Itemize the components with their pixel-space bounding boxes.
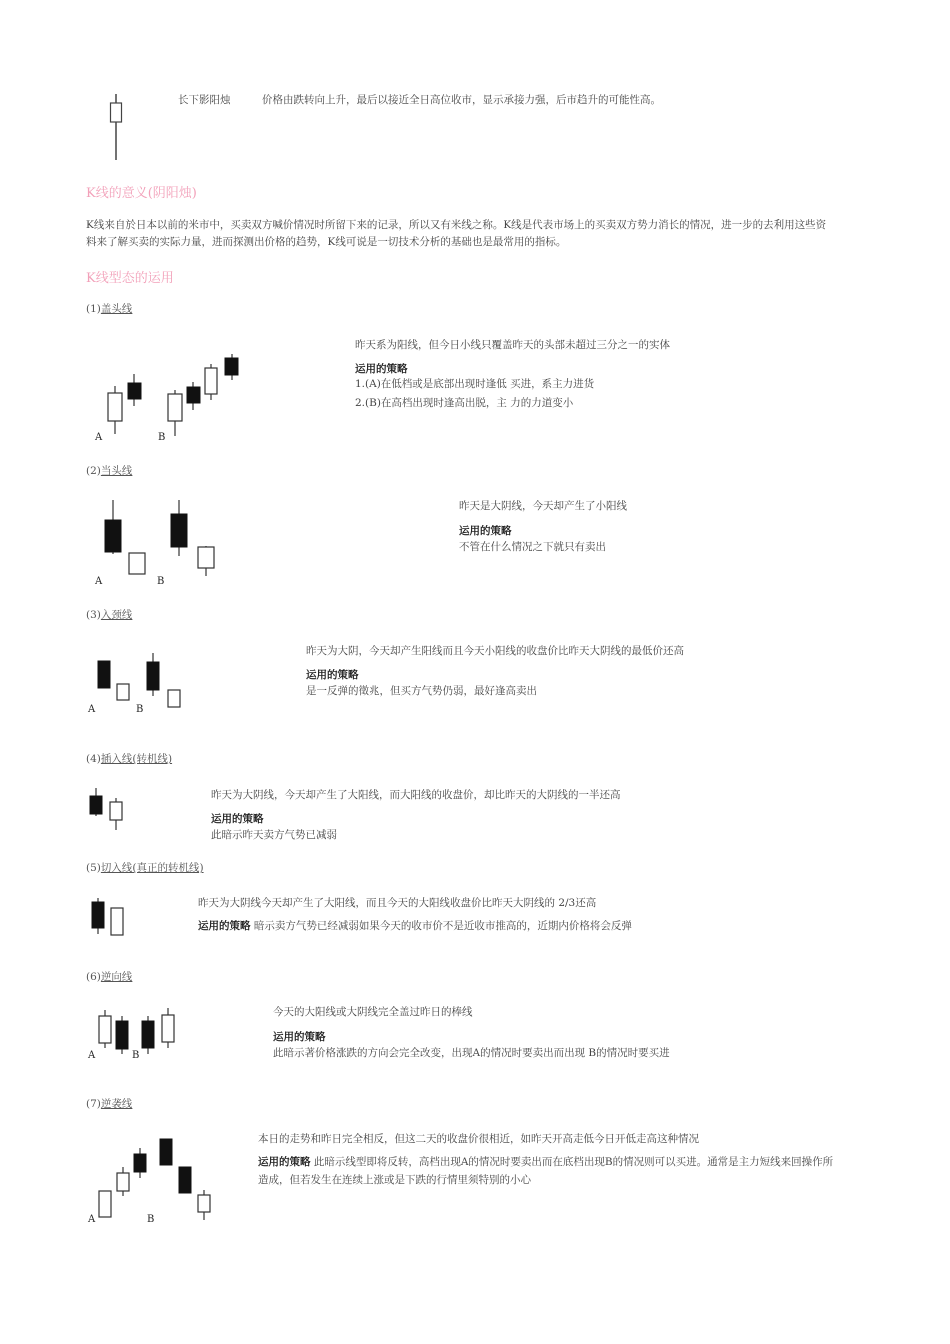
section-7-strategy-row (258, 1153, 833, 1171)
section-1-candles (86, 350, 256, 446)
section-6-strategy-label: 运用的策略 (273, 1031, 326, 1043)
section-5-heading (86, 860, 204, 875)
candle-description: 价格由跌转向上升，最后以接近全日高位收市，显示承接力强，后市趋升的可能性高。 (262, 94, 661, 106)
section-7-strategy-line-1: 此暗示线型即将反转，高档出现A的情况时要卖出而在底档出现B的情况则可以买进。通常是主力短线来回操作所 (313, 1156, 834, 1168)
section-1-strategy-line-2: 2.(B)在高档出现时逢高出脱，主 力的力道变小 (355, 397, 574, 409)
section-title: 逆袭线 (100, 1098, 133, 1110)
usage-heading: K线型态的运用 (86, 271, 174, 286)
section-number: (6) (86, 971, 101, 983)
section-number: (3) (86, 609, 101, 621)
section-2-description: 昨天是大阴线，今天却产生了小阳线 (459, 500, 627, 512)
section-1-description: 昨天系为阳线，但今日小线只覆盖昨天的头部未超过三分之一的实体 (355, 339, 670, 351)
section-2-candles (86, 496, 236, 588)
label-b: B (147, 1214, 155, 1225)
section-3-strategy-label: 运用的策略 (306, 669, 359, 681)
label-a: A (88, 1214, 96, 1225)
section-3-description: 昨天为大阴，今天却产生阳线而且今天小阳线的收盘价比昨天大阴线的最低价还高 (306, 645, 684, 657)
section-5-description: 昨天为大阴线今天却产生了大阳线，而且今天的大阳线收盘价比昨天大阴线的 2/3还高 (198, 897, 597, 909)
section-6-description: 今天的大阳线或大阴线完全盖过昨日的棒线 (273, 1006, 473, 1018)
section-number: (5) (86, 862, 101, 874)
section-7-heading (86, 1096, 132, 1111)
label-b: B (132, 1050, 140, 1061)
section-number: (7) (86, 1098, 101, 1110)
label-a: A (95, 576, 103, 587)
section-2-strategy-line-1: 不管在什么情况之下就只有卖出 (459, 541, 606, 553)
section-5-strategy-label: 运用的策略 (198, 920, 251, 932)
section-5-candles (86, 894, 136, 940)
section-1-heading (86, 301, 132, 316)
section-6-candles (86, 1006, 186, 1062)
long-lower-shadow-candle-icon (100, 92, 130, 164)
section-6-strategy-line-1: 此暗示著价格涨跌的方向会完全改变，出现A的情况时要卖出而出现 B的情况时要买进 (273, 1047, 670, 1059)
section-title: 逆向线 (100, 971, 133, 983)
section-title: 入颈线 (100, 609, 133, 621)
section-title: 盖头线 (100, 303, 133, 315)
label-a: A (95, 432, 103, 443)
section-1-strategy-line-1: 1.(A)在低档或是底部出现时逢低 买进，系主力进货 (355, 378, 595, 390)
section-7-strategy-label: 运用的策略 (258, 1156, 311, 1168)
section-3-heading (86, 607, 132, 622)
section-title: 切入线(真正的转机线) (100, 862, 204, 874)
section-5-strategy-row (198, 917, 632, 935)
section-number: (2) (86, 465, 101, 477)
section-number: (4) (86, 753, 101, 765)
section-4-candles (86, 784, 136, 834)
candle-name: 长下影阳烛 (178, 94, 231, 106)
meaning-paragraph-line-1: K线来自於日本以前的米市中，买卖双方喊价情况时所留下来的记录，所以又有米线之称。K线是代表市场上的买卖双方势力消长的情况，进一步的去利用这些资 (86, 219, 827, 231)
section-4-description: 昨天为大阴线，今天却产生了大阳线，而大阳线的收盘价，却比昨天的大阴线的一半还高 (211, 789, 621, 801)
section-2-strategy-label: 运用的策略 (459, 525, 512, 537)
label-a: A (88, 1050, 96, 1061)
section-4-strategy-label: 运用的策略 (211, 813, 264, 825)
section-4-heading (86, 751, 172, 766)
section-3-strategy-line-1: 是一反弹的徵兆，但买方气势仍弱，最好逢高卖出 (306, 685, 537, 697)
section-7-strategy-line-2: 造成，但若发生在连续上涨或是下跌的行情里须特别的小心 (258, 1174, 531, 1186)
meaning-paragraph-line-2: 料来了解买卖的实际力量，进而探测出价格的趋势，K线可说是一切技术分析的基础也是最常用的指标。 (86, 236, 567, 248)
section-5-strategy-line-1: 暗示卖方气势已经减弱如果今天的收市价不是近收市推高的，近期内价格将会反弹 (253, 920, 632, 932)
section-6-heading (86, 969, 132, 984)
section-4-strategy-line-1: 此暗示昨天卖方气势已减弱 (211, 829, 337, 841)
section-3-candles (86, 650, 196, 714)
section-1-strategy-label: 运用的策略 (355, 363, 408, 375)
label-b: B (136, 704, 144, 715)
section-2-heading (86, 463, 132, 478)
section-7-description: 本日的走势和昨日完全相反，但这二天的收盘价很相近，如昨天开高走低今日开低走高这种情况 (258, 1133, 699, 1145)
label-a: A (88, 704, 96, 715)
section-title: 插入线(转机线) (100, 753, 173, 765)
section-number: (1) (86, 303, 101, 315)
label-b: B (158, 432, 166, 443)
meaning-heading: K线的意义(阴阳烛) (86, 186, 197, 201)
section-title: 当头线 (100, 465, 133, 477)
label-b: B (157, 576, 165, 587)
section-7-candles (86, 1134, 226, 1226)
